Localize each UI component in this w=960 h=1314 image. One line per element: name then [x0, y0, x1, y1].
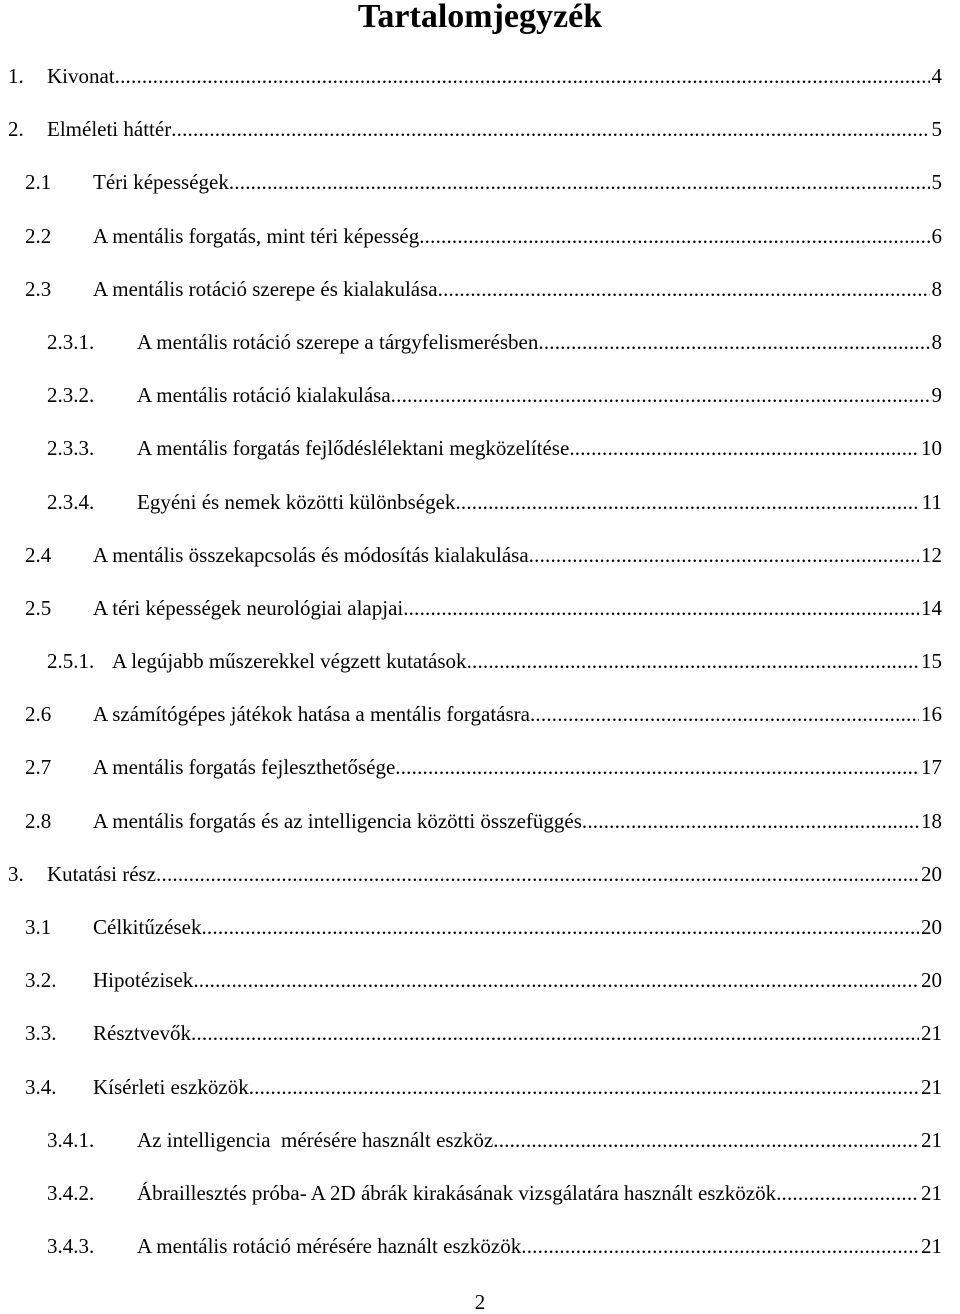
toc-entry[interactable] [0, 1061, 960, 1114]
toc-entry-number: 2.3.4. [47, 489, 95, 514]
toc-entry-title: Kísérleti eszközök [93, 1074, 249, 1099]
toc-entry-page: 14 [921, 595, 942, 620]
toc-entry[interactable] [0, 263, 960, 316]
toc-entry-page: 21 [921, 1074, 942, 1099]
toc-entry-title: Ábraillesztés próba- A 2D ábrák kirakásának vizsgálatára használt eszközök [137, 1180, 777, 1205]
toc-entry-page: 15 [921, 649, 942, 674]
toc-entry-number: 1. [8, 64, 24, 88]
toc-entry-number: 3.1 [25, 915, 52, 939]
toc-entry-title: A mentális összekapcsolás és módosítás kialakulása [93, 542, 529, 567]
toc-entry-page: 4 [931, 64, 942, 88]
toc-entry[interactable] [0, 103, 960, 156]
toc-entry[interactable] [0, 1007, 960, 1060]
toc-dot-leader [191, 1007, 919, 1060]
toc-entry-number: 3.4. [25, 1074, 57, 1099]
toc-entry-title: Elméleti háttér [47, 117, 172, 142]
toc-dot-leader [582, 795, 919, 848]
page-title: Tartalomjegyzék [357, 0, 603, 35]
toc-dot-leader [776, 1167, 919, 1220]
toc-entry-page: 20 [921, 968, 942, 993]
toc-dot-leader [467, 635, 919, 688]
page-number: 2 [474, 1290, 486, 1314]
toc-dot-leader [529, 529, 919, 582]
toc-entry[interactable] [0, 210, 960, 263]
toc-entry-title: A mentális forgatás fejleszthetősége [93, 755, 396, 780]
toc-entry[interactable] [0, 476, 960, 529]
toc-dot-leader [229, 156, 930, 209]
toc-dot-leader [530, 688, 919, 741]
toc-entry-number: 3. [8, 861, 24, 886]
toc-entry-number: 3.4.2. [47, 1180, 95, 1205]
toc-entry-number: 2.1 [25, 170, 52, 195]
toc-entry-page: 20 [921, 861, 942, 886]
toc-entry-page: 6 [931, 223, 942, 248]
toc-entry-page: 16 [921, 702, 942, 727]
toc-entry[interactable] [0, 50, 960, 103]
toc-entry-number: 2.5 [25, 595, 52, 620]
toc-entry[interactable] [0, 422, 960, 475]
toc-entry-number: 2.3.2. [47, 383, 95, 408]
toc-entry-page: 21 [921, 1234, 942, 1259]
toc-entry-title: A mentális rotáció szerepe és kialakulása [93, 276, 438, 301]
toc-entry-title: Az intelligencia mérésére használt eszköz [137, 1127, 494, 1152]
toc-entry-number: 2.3 [25, 276, 52, 301]
toc-entry[interactable] [0, 1167, 960, 1220]
toc-entry-number: 3.4.3. [47, 1234, 95, 1259]
toc-dot-leader [403, 582, 919, 635]
toc-entry-title: A mentális rotáció szerepe a tárgyfelismerésben [137, 329, 539, 354]
toc-entry-title: A mentális rotáció kialakulása [137, 383, 391, 408]
toc-entry[interactable] [0, 156, 960, 209]
toc-entry[interactable] [0, 369, 960, 422]
toc-entry-title: A legújabb műszerekkel végzett kutatások [112, 649, 467, 674]
toc-entry-page: 5 [931, 170, 942, 195]
toc-dot-leader [521, 1220, 919, 1273]
toc-dot-leader [156, 848, 919, 901]
toc-entry-number: 2.8 [25, 808, 52, 833]
toc-entry[interactable] [0, 1220, 960, 1273]
toc-dot-leader [419, 210, 929, 263]
toc-dot-leader [115, 50, 930, 103]
toc-entry-number: 2. [8, 117, 24, 142]
toc-entry-title: A mentális forgatás fejlődéslélektani megközelítése [137, 436, 570, 461]
toc-entry[interactable] [0, 795, 960, 848]
toc-entry-number: 2.3.1. [47, 329, 95, 354]
toc-entry-page: 21 [921, 1180, 942, 1205]
toc-entry-title: Kivonat [47, 64, 115, 88]
toc-entry-page: 5 [931, 117, 942, 142]
toc-entry-title: A mentális forgatás és az intelligencia közötti összefüggés [93, 808, 582, 833]
toc-entry-number: 3.2. [25, 968, 57, 993]
toc-entry-title: A számítógépes játékok hatása a mentális forgatásra [93, 702, 530, 727]
toc-entry-number: 2.6 [25, 702, 52, 727]
toc-entry-title: Kutatási rész [47, 861, 157, 886]
toc-entry[interactable] [0, 954, 960, 1007]
toc-entry-page: 21 [921, 1021, 942, 1046]
toc-entry-page: 20 [921, 915, 942, 939]
toc-entry[interactable] [0, 635, 960, 688]
toc-entry-page: 12 [921, 542, 942, 567]
toc-entry-number: 2.3.3. [47, 436, 95, 461]
toc-entry[interactable] [0, 741, 960, 794]
toc-entry-page: 8 [931, 329, 942, 354]
toc-entry-title: A téri képességek neurológiai alapjai [93, 595, 404, 620]
toc-entry-title: Résztvevők [93, 1021, 191, 1046]
toc-entry-number: 2.2 [25, 223, 52, 248]
toc-entry-number: 3.3. [25, 1021, 57, 1046]
toc-entry-page: 18 [921, 808, 942, 833]
toc-entry-number: 2.7 [25, 755, 52, 780]
toc-entry[interactable] [0, 582, 960, 635]
toc-dot-leader [391, 369, 930, 422]
toc-entry-title: Egyéni és nemek közötti különbségek [137, 489, 456, 514]
toc-dot-leader [201, 901, 919, 954]
toc-list [0, 50, 960, 1273]
toc-dot-leader [171, 103, 929, 156]
toc-entry-title: A mentális rotáció mérésére haznált eszközök [137, 1234, 522, 1259]
toc-dot-leader [455, 476, 919, 529]
toc-dot-leader [493, 1114, 919, 1167]
toc-entry[interactable] [0, 688, 960, 741]
toc-entry-title: Hipotézisek [93, 968, 194, 993]
toc-entry-title: Téri képességek [93, 170, 229, 195]
toc-entry-number: 2.5.1. [47, 649, 95, 674]
toc-entry[interactable] [0, 848, 960, 901]
toc-entry-number: 2.4 [25, 542, 52, 567]
toc-entry-page: 8 [931, 276, 942, 301]
toc-entry-page: 21 [921, 1127, 942, 1152]
toc-dot-leader [438, 263, 930, 316]
toc-entry-title: Célkitűzések [93, 915, 202, 939]
toc-entry-page: 10 [921, 436, 942, 461]
toc-dot-leader [538, 316, 929, 369]
toc-entry-title: A mentális forgatás, mint téri képesség [93, 223, 420, 248]
toc-dot-leader [249, 1061, 919, 1114]
toc-entry-page: 9 [931, 383, 942, 408]
toc-entry[interactable] [0, 316, 960, 369]
toc-dot-leader [395, 741, 919, 794]
toc-dot-leader [193, 954, 919, 1007]
toc-entry[interactable] [0, 1114, 960, 1167]
toc-entry[interactable] [0, 529, 960, 582]
toc-entry-page: 17 [921, 755, 942, 780]
toc-entry-page: 11 [921, 489, 942, 514]
toc-entry-number: 3.4.1. [47, 1127, 95, 1152]
toc-dot-leader [569, 422, 919, 475]
toc-entry[interactable] [0, 901, 960, 954]
